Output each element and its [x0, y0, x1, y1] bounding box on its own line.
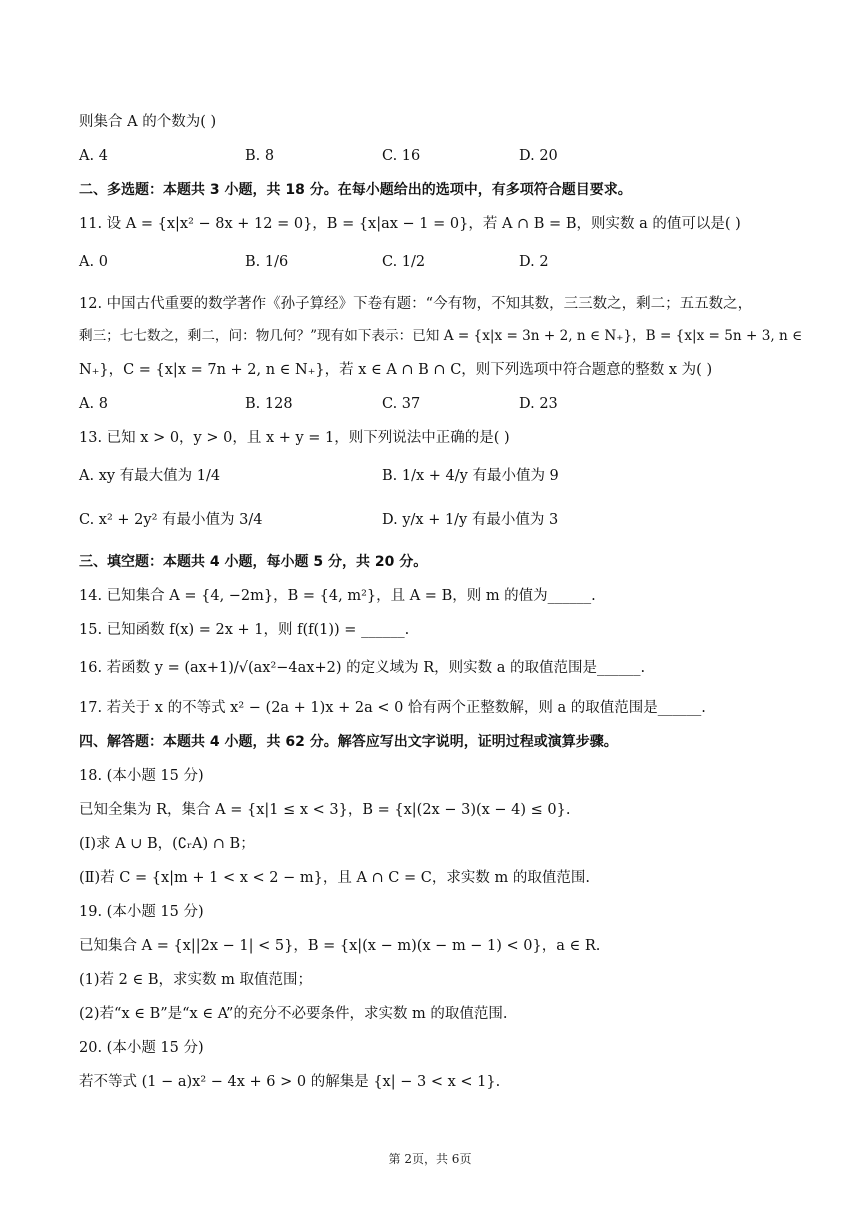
q11-option-b: B. 1/6	[245, 254, 289, 270]
q18-part-2: (Ⅱ)若 C = {x|m + 1 < x < 2 − m}，且 A ∩ C = C，求实数 m 的取值范围.	[79, 870, 590, 886]
q17-stem: 17. 若关于 x 的不等式 x² − (2a + 1)x + 2a < 0 恰有两个正整数解，则 a 的取值范围是______.	[79, 700, 706, 716]
q12-option-b: B. 128	[245, 396, 293, 412]
q10-option-b: B. 8	[245, 148, 275, 164]
q18-title: 18. (本小题 15 分)	[79, 768, 204, 784]
q11-option-c: C. 1/2	[382, 254, 426, 270]
q15-stem: 15. 已知函数 f(x) = 2x + 1，则 f(f(1)) = ______.	[79, 622, 410, 638]
section-3-heading: 三、填空题：本题共 4 小题，每小题 5 分，共 20 分。	[79, 554, 428, 570]
q10-option-d: D. 20	[519, 148, 558, 164]
q16-stem: 16. 若函数 y = (ax+1)/√(ax²−4ax+2) 的定义域为 R，则实数 a 的取值范围是______.	[79, 660, 646, 676]
q11-option-d: D. 2	[519, 254, 549, 270]
q19-stem: 已知集合 A = {x||2x − 1| < 5}，B = {x|(x − m)(x − m − 1) < 0}，a ∈ R.	[79, 938, 601, 954]
q11-stem: 11. 设 A = {x|x² − 8x + 12 = 0}，B = {x|ax − 1 = 0}，若 A ∩ B = B，则实数 a 的值可以是( )	[79, 216, 741, 232]
q12-option-c: C. 37	[382, 396, 421, 412]
section-2-heading: 二、多选题：本题共 3 小题，共 18 分。在每小题给出的选项中，有多项符合题目要求。	[79, 182, 632, 198]
q18-stem: 已知全集为 R，集合 A = {x|1 ≤ x < 3}，B = {x|(2x − 3)(x − 4) ≤ 0}.	[79, 802, 571, 818]
q19-part-1: (1)若 2 ∈ B，求实数 m 取值范围；	[79, 972, 312, 988]
q12-stem-line1: 12. 中国古代重要的数学著作《孙子算经》下卷有题：“今有物，不知其数，三三数之，剩二；五五数之，	[79, 296, 753, 312]
q20-title: 20. (本小题 15 分)	[79, 1040, 204, 1056]
q14-stem: 14. 已知集合 A = {4, −2m}，B = {4, m²}，且 A = B，则 m 的值为______.	[79, 588, 596, 604]
q10-option-c: C. 16	[382, 148, 421, 164]
section-4-heading: 四、解答题：本题共 4 小题，共 62 分。解答应写出文字说明，证明过程或演算步骤。	[79, 734, 618, 750]
q11-option-a: A. 0	[79, 254, 108, 270]
q12-stem-line3: N₊}，C = {x|x = 7n + 2, n ∈ N₊}，若 x ∈ A ∩ B ∩ C，则下列选项中符合题意的整数 x 为( )	[79, 362, 713, 378]
q19-part-2: (2)若“x ∈ B”是“x ∈ A”的充分不必要条件，求实数 m 的取值范围.	[79, 1006, 508, 1022]
page-footer: 第 2页，共 6页	[388, 1152, 472, 1166]
q13-option-b: B. 1/x + 4/y 有最小值为 9	[382, 468, 559, 484]
q13-option-c: C. x² + 2y² 有最小值为 3/4	[79, 512, 263, 528]
q19-title: 19. (本小题 15 分)	[79, 904, 204, 920]
q13-option-a: A. xy 有最大值为 1/4	[79, 468, 221, 484]
q12-option-a: A. 8	[79, 396, 108, 412]
q20-stem: 若不等式 (1 − a)x² − 4x + 6 > 0 的解集是 {x| − 3 < x < 1}.	[79, 1074, 501, 1090]
q10-option-a: A. 4	[79, 148, 108, 164]
q10-stem-end: 则集合 A 的个数为( )	[79, 114, 217, 130]
q12-stem-line2: 剩三；七七数之，剩二，问：物几何？”现有如下表示：已知 A = {x|x = 3n + 2, n ∈ N₊}，B = {x|x = 5n + 3, n ∈	[79, 328, 803, 344]
q12-option-d: D. 23	[519, 396, 558, 412]
q13-option-d: D. y/x + 1/y 有最小值为 3	[382, 512, 559, 528]
q18-part-1: (Ⅰ)求 A ∪ B，(∁ᵣA) ∩ B；	[79, 836, 255, 852]
q13-stem: 13. 已知 x > 0，y > 0，且 x + y = 1，则下列说法中正确的是( )	[79, 430, 510, 446]
